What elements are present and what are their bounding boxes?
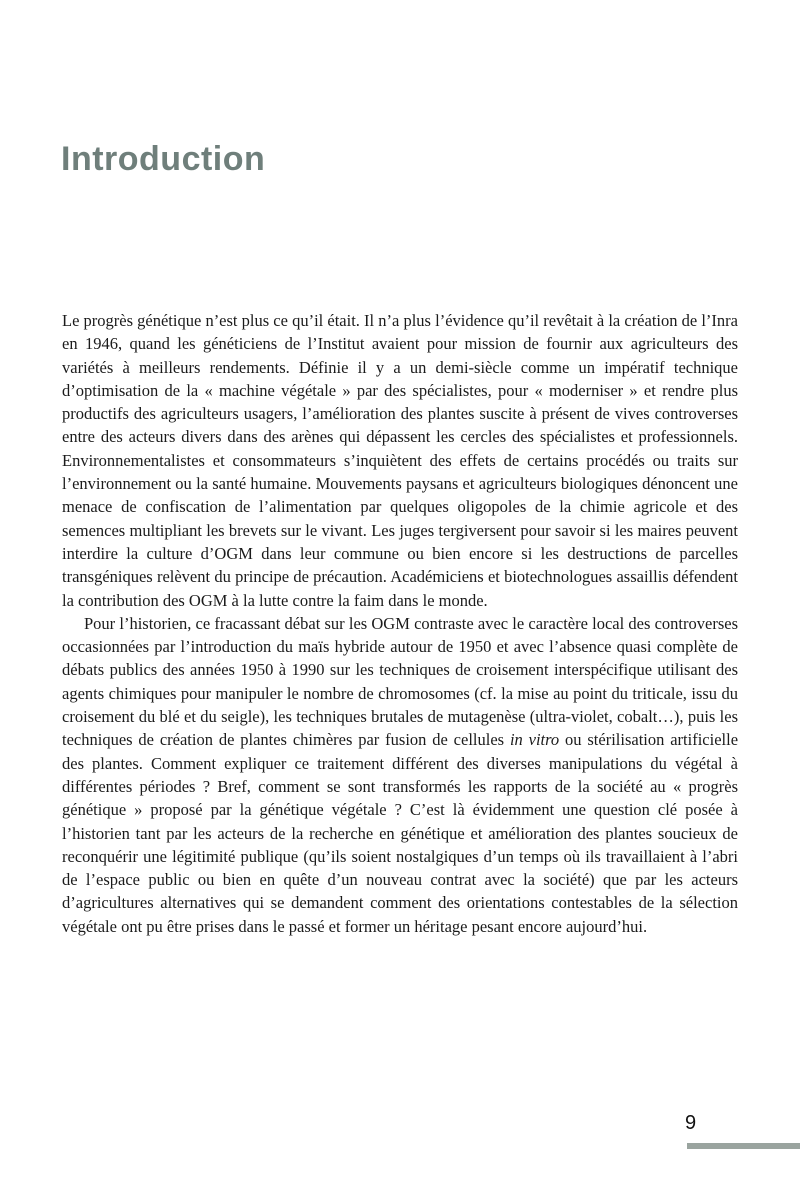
paragraph-1: Le progrès génétique n’est plus ce qu’il était. Il n’a plus l’évidence qu’il revêtait à la création de l’Inra en 1946, quand les généticiens de l’Institut avaient pour mission de fournir aux agriculteurs des variétés à meilleurs rendements. Définie il y a un demi-siècle comme un impératif technique d’optimisation de la « machine végétale » par des spécialistes, pour « moderniser » et rendre plus productifs des agriculteurs usagers, l’amélioration des plantes suscite à présent de vives controverses entre des acteurs divers dans des arènes qui dépassent les cercles des spécialistes et professionnels. Environnementalistes et consommateurs s’inquiètent des effets de certains procédés ou traits sur l’environnement ou la santé humaine. Mouvements paysans et agriculteurs biologiques dénoncent une menace de confiscation de l’alimentation par quelques oligopoles de la chimie agricole et des semences multipliant les brevets sur le vivant. Les juges tergiversent pour savoir si les maires peuvent interdire la culture d’OGM dans leur commune ou bien encore si les destructions de parcelles transgéniques relèvent du principe de précaution. Académiciens et biotechnologues assaillis défendent la contribution des OGM à la lutte contre la faim dans le monde. (62, 311, 738, 610)
paragraph-2-text-before: Pour l’historien, ce fracassant débat sur les OGM contraste avec le caractère local des controverses occasionnées par l’introduction du maïs hybride autour de 1950 et avec l’absence quasi complète de débats publics des années 1950 à 1990 sur les techniques de croisement interspécifique utilisant des agents chimiques pour manipuler le nombre de chromosomes (cf. la mise au point du triticale, issu du croisement du blé et du seigle), les techniques brutales de mutagenèse (ultra-violet, cobalt…), puis les techniques de création de plantes chimères par fusion de cellules (62, 613, 738, 750)
body-text (62, 309, 738, 938)
paragraph-2-text-after: ou stérilisation artificielle des plantes. Comment expliquer ce traitement différent des diverses manipulations du végétal à différentes périodes ? Bref, comment se sont transformés les rapports de la société au « progrès génétique » proposé par la génétique végétale ? C’est là évidemment une question clé posée à l’historien tant par les acteurs de la recherche en génétique et amélioration des plantes soucieux de reconquérir une légitimité publique (qu’ils soient nostalgiques d’un temps où ils travaillaient à l’abri de l’espace public ou bien en quête d’un nouveau contrat avec la société) que par les acteurs d’agricultures alternatives qui se demandent comment des orientations contestables de la sélection végétale ont pu être prises dans le passé et former un héritage pesant encore aujourd’hui. (62, 730, 739, 936)
page-number: 9 (685, 1112, 697, 1134)
paragraph-2 (62, 612, 738, 938)
chapter-title: Introduction (61, 140, 266, 178)
footer-bar (687, 1143, 800, 1149)
paragraph-2-italic-phrase: in vitro (509, 730, 560, 750)
